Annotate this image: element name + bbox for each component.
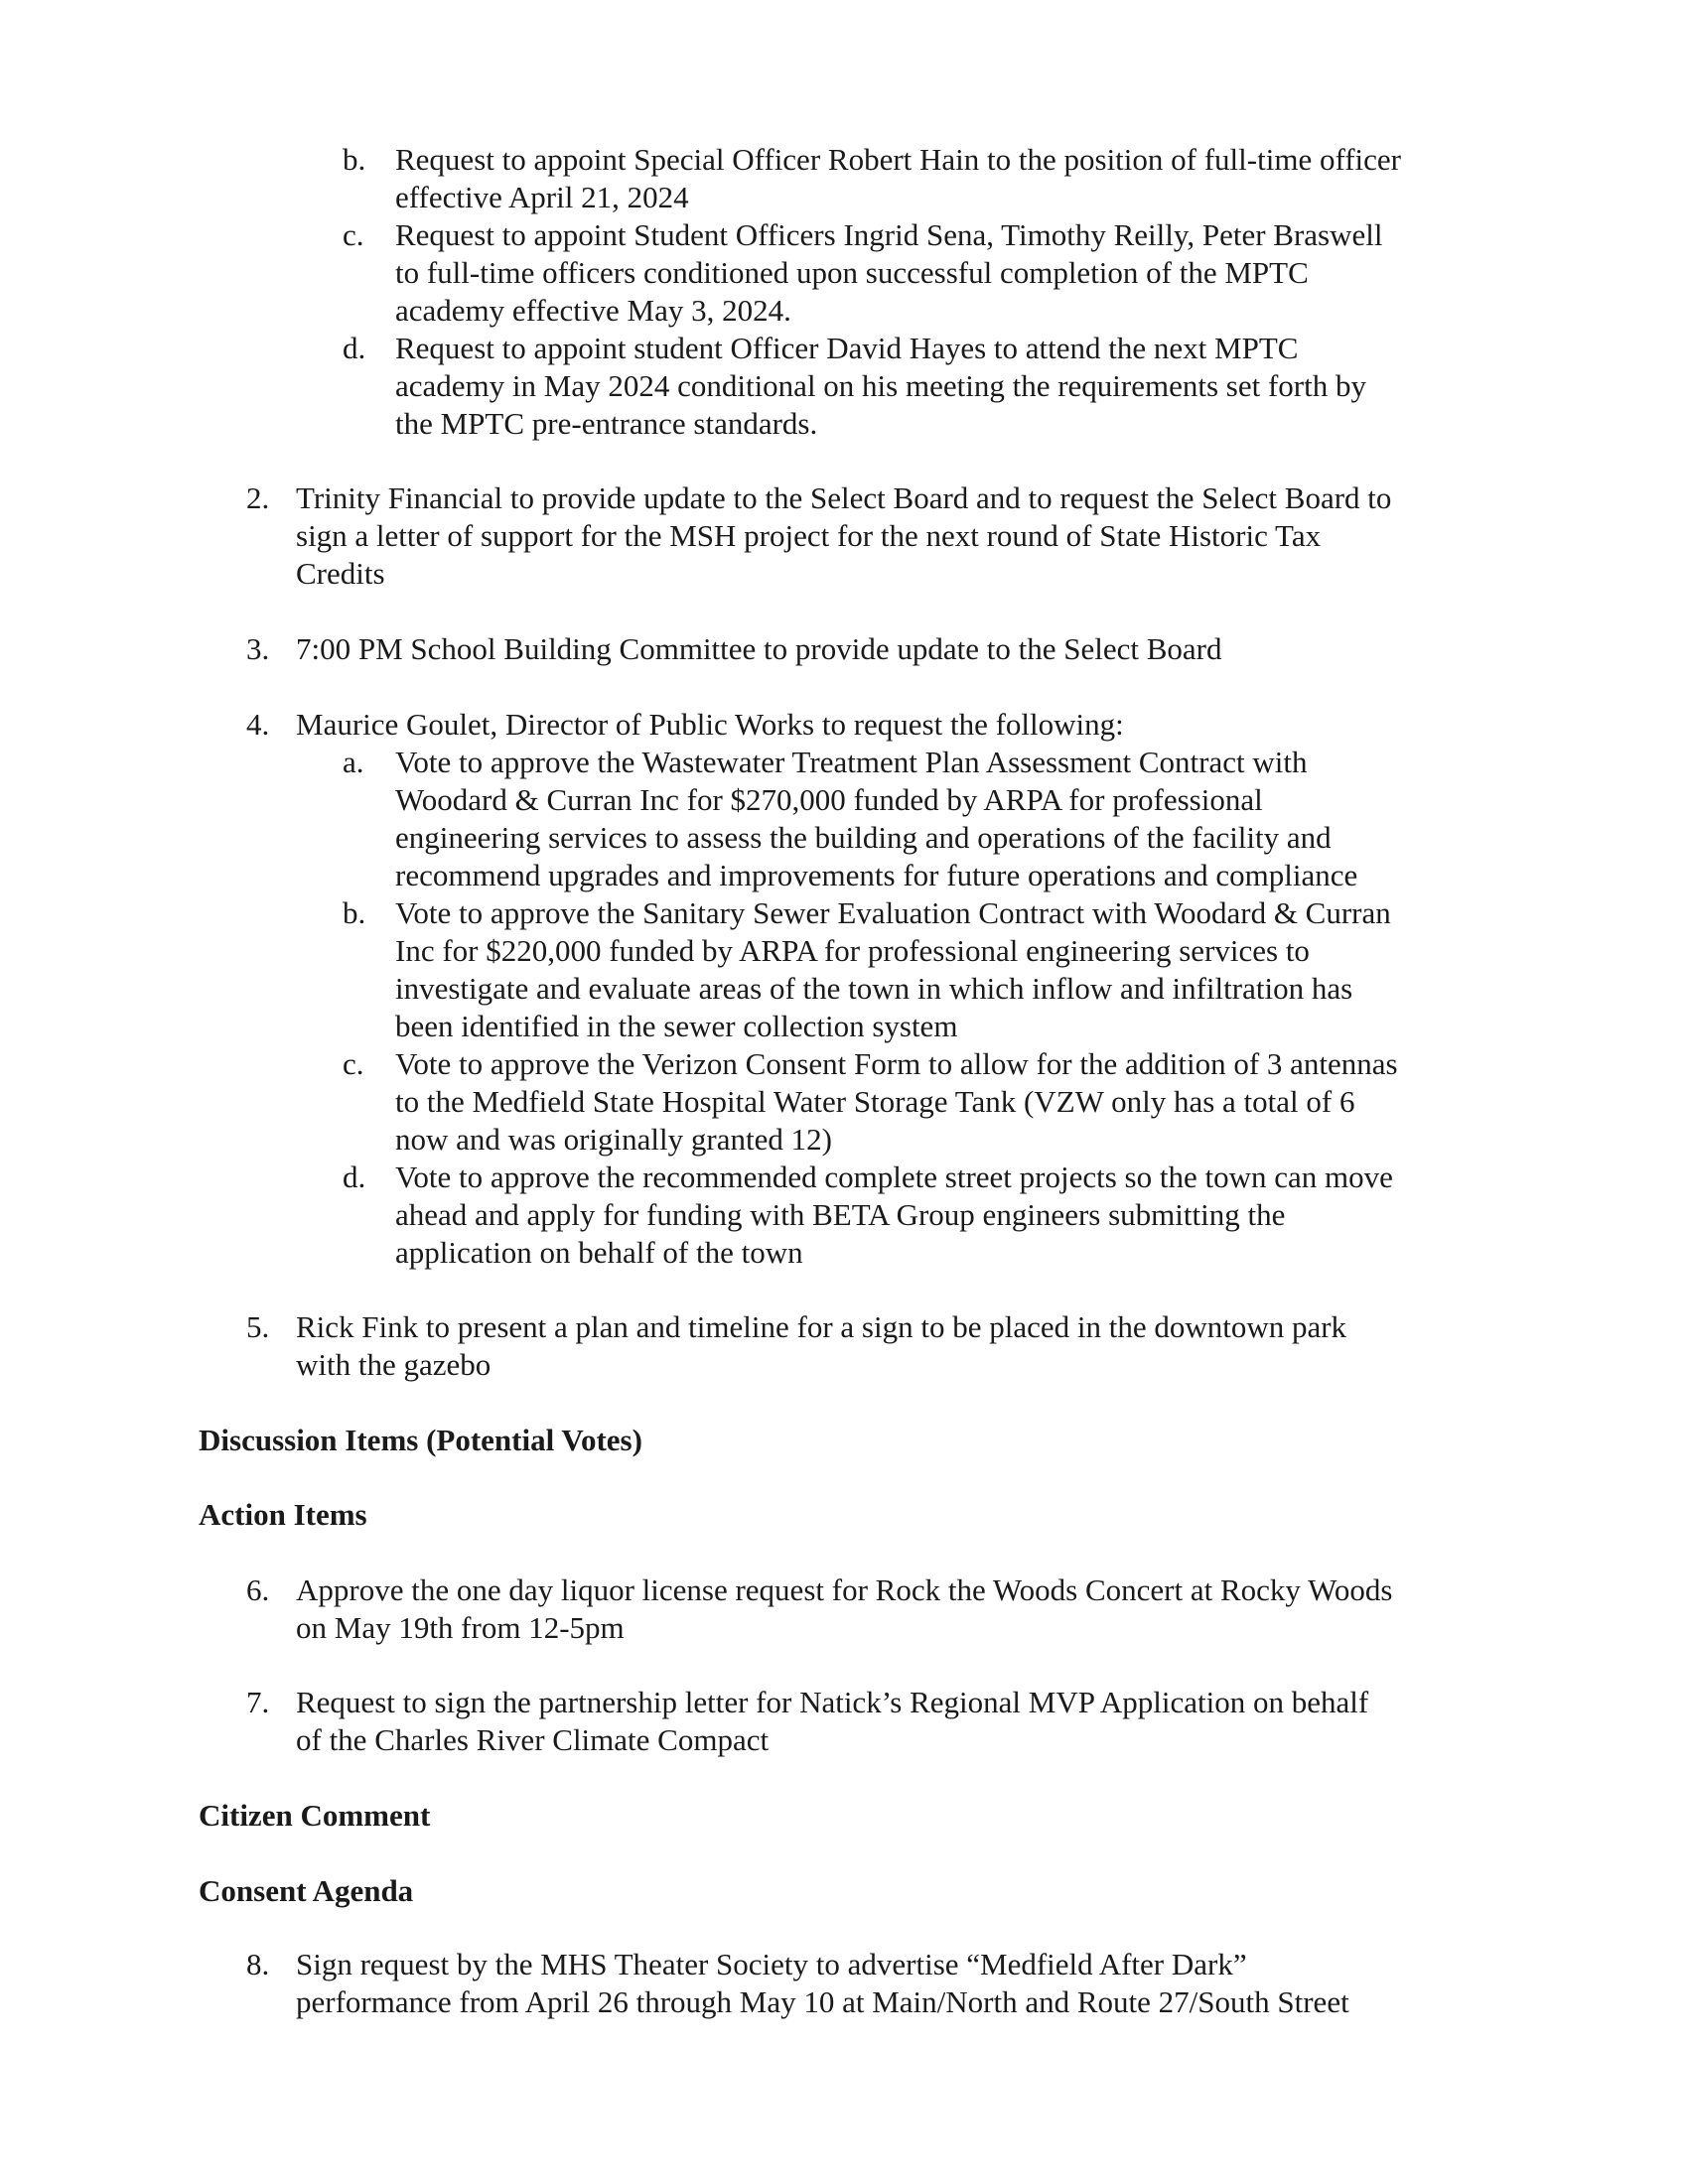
item-text-line: Woodard & Curran Inc for $270,000 funded by ARPA for professional (395, 782, 1263, 817)
item-text-line: Vote to approve the recommended complete street projects so the town can move (395, 1160, 1393, 1194)
section-heading: Discussion Items (Potential Votes) (199, 1423, 642, 1457)
item-marker: 6. (246, 1572, 270, 1607)
item-marker: 5. (246, 1309, 270, 1344)
item-text-line: Rick Fink to present a plan and timeline for a sign to be placed in the downtown park (296, 1309, 1347, 1344)
item-marker: 3. (246, 631, 270, 666)
item-text-line: the MPTC pre-entrance standards. (395, 406, 818, 441)
item-text-line: academy in May 2024 conditional on his meeting the requirements set forth by (395, 368, 1366, 403)
item-marker: b. (343, 895, 366, 930)
item-marker: c. (343, 217, 364, 252)
item-text-line: Sign request by the MHS Theater Society to advertise “Medfield After Dark” (296, 1947, 1247, 1981)
item-text-line: Inc for $220,000 funded by ARPA for professional engineering services to (395, 933, 1310, 968)
section-heading: Consent Agenda (199, 1873, 414, 1908)
item-marker: d. (343, 1160, 366, 1194)
item-marker: 4. (246, 707, 270, 742)
item-marker: 8. (246, 1947, 270, 1981)
item-marker: 2. (246, 480, 270, 515)
item-text-line: engineering services to assess the building and operations of the facility and (395, 820, 1332, 855)
item-text-line: application on behalf of the town (395, 1235, 803, 1270)
section-heading: Citizen Comment (199, 1798, 431, 1833)
item-text-line: Vote to approve the Verizon Consent Form to allow for the addition of 3 antennas (395, 1046, 1398, 1081)
item-text-line: Approve the one day liquor license request for Rock the Woods Concert at Rocky Woods (296, 1572, 1393, 1607)
item-text-line: ahead and apply for funding with BETA Group engineers submitting the (395, 1197, 1286, 1232)
item-marker: b. (343, 142, 366, 177)
item-text-line: 7:00 PM School Building Committee to provide update to the Select Board (296, 631, 1222, 666)
item-text-line: effective April 21, 2024 (395, 180, 689, 214)
item-text-line: investigate and evaluate areas of the town in which inflow and infiltration has (395, 971, 1353, 1006)
item-text-line: with the gazebo (296, 1347, 492, 1382)
item-text-line: Request to appoint student Officer David Hayes to attend the next MPTC (395, 331, 1299, 365)
item-text-line: been identified in the sewer collection system (395, 1009, 958, 1043)
item-text-line: academy effective May 3, 2024. (395, 293, 791, 328)
item-text-line: Request to appoint Special Officer Robert Hain to the position of full-time officer (395, 142, 1401, 177)
item-text-line: of the Charles River Climate Compact (296, 1722, 770, 1757)
item-marker: c. (343, 1046, 364, 1081)
item-text-line: to full-time officers conditioned upon successful completion of the MPTC (395, 255, 1309, 290)
item-text-line: performance from April 26 through May 10 at Main/North and Route 27/South Street (296, 1984, 1349, 2019)
item-text-line: on May 19th from 12-5pm (296, 1610, 625, 1645)
item-marker: d. (343, 331, 366, 365)
section-heading: Action Items (199, 1497, 367, 1532)
item-text-line: recommend upgrades and improvements for future operations and compliance (395, 858, 1358, 892)
item-text-line: Vote to approve the Sanitary Sewer Evaluation Contract with Woodard & Curran (395, 895, 1391, 930)
item-text-line: Vote to approve the Wastewater Treatment Plan Assessment Contract with (395, 745, 1308, 779)
item-text-line: Maurice Goulet, Director of Public Works to request the following: (296, 707, 1124, 742)
item-text-line: now and was originally granted 12) (395, 1122, 832, 1157)
item-marker: 7. (246, 1685, 270, 1719)
item-text-line: sign a letter of support for the MSH project for the next round of State Historic Tax (296, 518, 1322, 553)
item-text-line: to the Medfield State Hospital Water Storage Tank (VZW only has a total of 6 (395, 1084, 1355, 1119)
item-text-line: Trinity Financial to provide update to the Select Board and to request the Select Board to (296, 480, 1392, 515)
item-text-line: Request to sign the partnership letter for Natick’s Regional MVP Application on behalf (296, 1685, 1369, 1719)
item-text-line: Credits (296, 556, 385, 591)
item-text-line: Request to appoint Student Officers Ingrid Sena, Timothy Reilly, Peter Braswell (395, 217, 1383, 252)
item-marker: a. (343, 745, 364, 779)
